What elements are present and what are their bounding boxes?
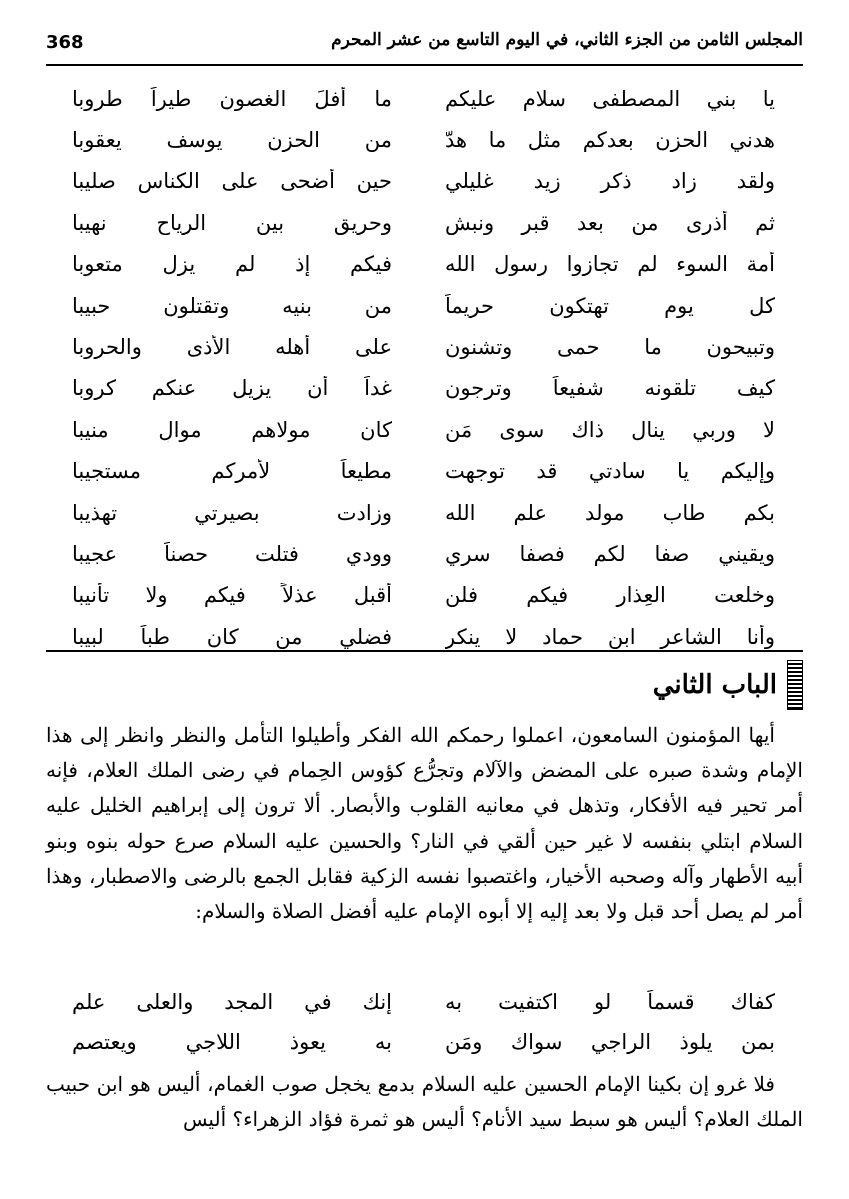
- body-paragraph: [46, 718, 803, 929]
- poem-verse: [72, 326, 775, 367]
- verse-second-hemistich: به يعوذ اللاجي ويعتصم: [72, 1030, 392, 1054]
- poem-verse: [72, 451, 775, 492]
- couplet: [72, 1022, 775, 1062]
- heading-marker-icon: [787, 660, 803, 710]
- verse-second-hemistich: على أهله الأذى والحروبا: [72, 335, 392, 360]
- page-header: [46, 28, 803, 66]
- running-title: المجلس الثامن من الجزء الثاني، في اليوم التاسع من عشر المحرم: [331, 30, 803, 50]
- verse-second-hemistich: مطيعاً لأمركم مستجيبا: [72, 459, 392, 484]
- poem-verse: [72, 161, 775, 202]
- poem-verse: [72, 285, 775, 326]
- verse-first-hemistich: هدني الحزن بعدكم مثل ما هدّ: [445, 128, 775, 153]
- body-paragraph: [46, 1067, 803, 1137]
- section-title: الباب الثاني: [652, 670, 777, 700]
- paragraph-text: فلا غرو إن بكينا الإمام الحسين عليه السلام بدمع يخجل صوب الغمام، أليس هو ابن حبيب الملك العلام؟ أليس هو سبط سيد الأنام؟ أليس هو ثمرة فؤاد الزهراء؟ أليس: [46, 1072, 803, 1132]
- quoted-couplets: [72, 982, 775, 1062]
- verse-first-hemistich: وإليكم يا سادتي قد توجهت: [445, 459, 775, 484]
- verse-first-hemistich: وأنا الشاعر ابن حماد لا ينكر: [445, 624, 775, 649]
- poem-verse: [72, 368, 775, 409]
- verse-second-hemistich: وودي فتلت حصناً عجيبا: [72, 541, 392, 566]
- page-number: 368: [46, 32, 84, 53]
- paragraph-text: أيها المؤمنون السامعون، اعملوا رحمكم الله الفكر وأطيلوا التأمل والنظر وانظر إلى هذا الإمام وشدة صبره على المضض والآلام وتجرُّع كؤوس الحِمام في رضى الملك العلام، فإنه أمر تحير فيه الأفكار، وتذهل في معانيه القلوب والأبصار. ألا ترون إلى إبراهيم الخليل عليه السلام ابتلي بنفسه لا غير حين ألقي في النار؟ والحسين عليه السلام صرع حوله بنوه وبنو أبيه الأطهار وآله وصحبه الأخيار، واغتصبوا نفسه الزكية فقابل الجمع بالرضى والاصطبار، وهذا أمر لم يصل أحد قبل ولا بعد إليه إلا أبوه الإمام عليه أفضل الصلاة والسلام:: [46, 723, 804, 924]
- poem-verse: [72, 202, 775, 243]
- verse-second-hemistich: فضلي من كان طباً لبيبا: [72, 624, 392, 649]
- verse-second-hemistich: حين أضحى على الكناس صليبا: [72, 169, 392, 194]
- verse-first-hemistich: لا وربي ينال ذاك سوى مَن: [445, 417, 775, 442]
- poem-verse: [72, 78, 775, 119]
- verse-second-hemistich: إنك في المجد والعلى علم: [72, 990, 392, 1014]
- verse-first-hemistich: ثم أذرى من بعد قبر ونبش: [445, 210, 775, 235]
- verse-second-hemistich: من بنيه وتقتلون حبيبا: [72, 293, 392, 318]
- section-heading: [653, 660, 803, 710]
- verse-first-hemistich: بكم طاب مولد علم الله: [445, 500, 775, 525]
- verse-second-hemistich: من الحزن يوسف يعقوبا: [72, 128, 392, 153]
- verse-second-hemistich: وحريق بين الرياح نهيبا: [72, 210, 392, 235]
- verse-first-hemistich: كل يوم تهتكون حريماً: [445, 293, 775, 318]
- verse-first-hemistich: أمة السوء لم تجازوا رسول الله: [445, 252, 775, 277]
- poem: [72, 78, 775, 657]
- poem-verse: [72, 533, 775, 574]
- verse-first-hemistich: وتبيحون ما حمى وتشنون: [445, 335, 775, 360]
- poem-verse: [72, 575, 775, 616]
- couplet: [72, 982, 775, 1022]
- verse-first-hemistich: وخلعت العِذار فيكم فلن: [445, 583, 775, 608]
- verse-first-hemistich: كيف تلقونه شفيعاً وترجون: [445, 376, 775, 401]
- poem-verse: [72, 244, 775, 285]
- verse-second-hemistich: وزادت بصيرتي تهذيبا: [72, 500, 392, 525]
- poem-verse: [72, 492, 775, 533]
- verse-first-hemistich: بمن يلوذ الراجي سواك ومَن: [445, 1030, 775, 1054]
- verse-second-hemistich: ما أفلَ الغصون طيراً طروبا: [72, 86, 392, 111]
- verse-first-hemistich: ويقيني صفا لكم فصفا سري: [445, 541, 775, 566]
- poem-verse: [72, 409, 775, 450]
- verse-first-hemistich: كفاك قسماً لو اكتفيت به: [445, 990, 775, 1014]
- section-divider: [46, 650, 803, 652]
- poem-verse: [72, 119, 775, 160]
- verse-first-hemistich: يا بني المصطفى سلام عليكم: [445, 86, 775, 111]
- verse-second-hemistich: كان مولاهم موالٍ منيبا: [72, 417, 392, 442]
- verse-second-hemistich: غداً أن يزيل عنكم كروبا: [72, 376, 392, 401]
- verse-second-hemistich: فيكم إذ لم يزل متعوبا: [72, 252, 392, 277]
- verse-first-hemistich: ولقد زاد ذكر زيد غليلي: [445, 169, 775, 194]
- verse-second-hemistich: أقبل عذلاً فيكم ولا تأنيبا: [72, 583, 392, 608]
